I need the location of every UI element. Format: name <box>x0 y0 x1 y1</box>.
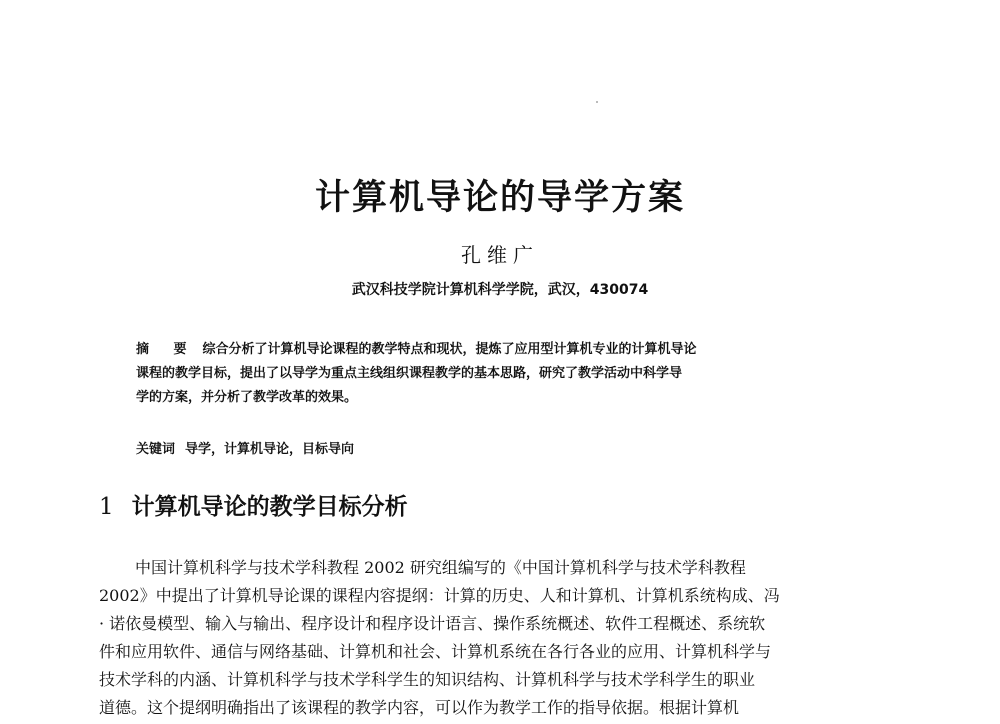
abstract-line <box>136 338 836 362</box>
keywords <box>136 438 836 462</box>
body-line: 2002》中提出了计算机导论课的课程内容提纲：计算的历史、人和计算机、计算机系统构成、冯 <box>99 586 780 605</box>
abstract-line: 课程的教学目标，提出了以导学为重点主线组织课程教学的基本思路，研究了教学活动中科学导 <box>136 366 683 381</box>
abstract-text: 综合分析了计算机导论课程的教学特点和现状，提炼了应用型计算机专业的计算机导论 <box>202 342 697 357</box>
body-line: 技术学科的内涵、计算机科学与技术学科学生的知识结构、计算机科学与技术学科学生的职业 <box>99 670 756 689</box>
author-affiliation: 武汉科技学院计算机科学学院，武汉，430074 <box>351 282 649 298</box>
section-heading <box>99 490 408 524</box>
paper-title: 计算机导论的导学方案 <box>314 178 685 218</box>
section-number: 1 <box>99 494 114 520</box>
section-title: 计算机导论的教学目标分析 <box>131 494 408 520</box>
author-name: 孔维广 <box>461 243 539 267</box>
body-line: · 诺依曼模型、输入与输出、程序设计和程序设计语言、操作系统概述、软件工程概述、系统软 <box>99 614 766 633</box>
abstract-label: 摘 要 <box>136 342 197 357</box>
body-line: 中国计算机科学与技术学科教程 2002 研究组编写的《中国计算机科学与技术学科教程 <box>135 558 746 577</box>
abstract <box>136 338 836 410</box>
body-line: 道德。这个提纲明确指出了该课程的教学内容，可以作为教学工作的指导依据。根据计算机 <box>99 698 740 717</box>
body-line: 件和应用软件、通信与网络基础、计算机和社会、计算机系统在各行各业的应用、计算机科学与 <box>99 642 772 661</box>
abstract-line: 学的方案，并分析了教学改革的效果。 <box>136 390 358 405</box>
keywords-label: 关键词 <box>136 442 176 457</box>
keywords-text: 导学，计算机导论，目标导向 <box>185 442 355 457</box>
body-paragraph <box>99 554 857 722</box>
scan-speck <box>596 101 598 103</box>
